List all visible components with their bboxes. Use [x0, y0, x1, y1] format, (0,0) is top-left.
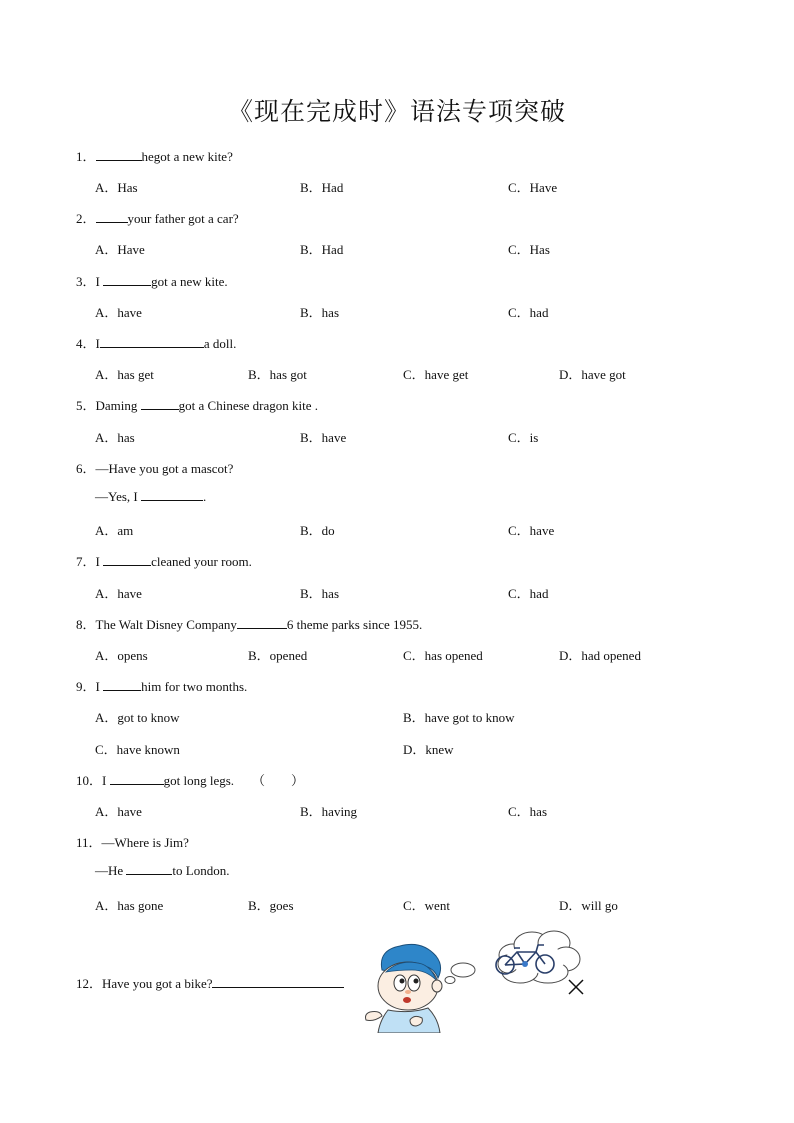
question-6-reply: —Yes, I .: [95, 489, 207, 504]
question-12: 12．Have you got a bike?: [76, 973, 344, 992]
question-8: 8．The Walt Disney Company 6 theme parks since 1955.: [76, 617, 423, 632]
answer-blank[interactable]: [212, 976, 344, 988]
question-5: 5．Daming got a Chinese dragon kite .: [76, 398, 319, 413]
option-a[interactable]: A．opens: [95, 648, 148, 663]
option-b[interactable]: B．have got to know: [403, 710, 515, 725]
question-3: 3．I got a new kite.: [76, 274, 228, 289]
option-b[interactable]: B．has: [300, 586, 340, 601]
question-1: 1． hegot a new kite?: [76, 149, 233, 164]
question-4: 4．I a doll.: [76, 336, 237, 351]
question-7: 7．I cleaned your room.: [76, 554, 252, 569]
option-a[interactable]: A．am: [95, 523, 134, 538]
option-c[interactable]: C．had: [508, 305, 549, 320]
option-d[interactable]: D．had opened: [559, 648, 641, 663]
illustration: [360, 928, 598, 1033]
question-10: 10．I got long legs. （ ）: [76, 770, 304, 789]
option-a[interactable]: A．have: [95, 305, 142, 320]
option-b[interactable]: B．has got: [248, 367, 307, 382]
option-a[interactable]: A．have: [95, 804, 142, 819]
answer-blank[interactable]: [141, 489, 203, 501]
answer-blank[interactable]: [96, 149, 142, 161]
option-a[interactable]: A．got to know: [95, 710, 180, 725]
option-b[interactable]: B．opened: [248, 648, 308, 663]
option-c[interactable]: C．have known: [95, 742, 180, 757]
answer-blank[interactable]: [141, 398, 179, 410]
answer-blank[interactable]: [103, 274, 151, 286]
option-b[interactable]: B．has: [300, 305, 340, 320]
question-2: 2． your father got a car?: [76, 211, 239, 226]
option-b[interactable]: B．have: [300, 430, 347, 445]
answer-blank[interactable]: [126, 863, 172, 875]
option-a[interactable]: A．has: [95, 430, 135, 445]
option-d[interactable]: D．will go: [559, 898, 618, 913]
answer-blank[interactable]: [100, 336, 204, 348]
option-b[interactable]: B．Had: [300, 180, 344, 195]
option-b[interactable]: B．Had: [300, 242, 344, 257]
answer-blank[interactable]: [237, 617, 287, 629]
option-d[interactable]: D．have got: [559, 367, 626, 382]
option-b[interactable]: B．do: [300, 523, 335, 538]
page-title: 《现在完成时》语法专项突破: [227, 97, 566, 126]
option-a[interactable]: A．Has: [95, 180, 138, 195]
option-b[interactable]: B．goes: [248, 898, 294, 913]
option-c[interactable]: C．Have: [508, 180, 558, 195]
option-a[interactable]: A．has get: [95, 367, 154, 382]
answer-blank[interactable]: [96, 211, 128, 223]
option-d[interactable]: D．knew: [403, 742, 454, 757]
question-6: 6．—Have you got a mascot?: [76, 461, 234, 476]
question-11-reply: —He to London.: [95, 863, 230, 878]
option-c[interactable]: C．is: [508, 430, 539, 445]
option-a[interactable]: A．has gone: [95, 898, 164, 913]
option-c[interactable]: C．went: [403, 898, 450, 913]
option-b[interactable]: B．having: [300, 804, 358, 819]
question-9: 9．I him for two months.: [76, 679, 248, 694]
answer-blank[interactable]: [110, 773, 164, 785]
option-c[interactable]: C．have: [508, 523, 555, 538]
answer-blank[interactable]: [103, 679, 141, 691]
option-c[interactable]: C．had: [508, 586, 549, 601]
option-a[interactable]: A．have: [95, 586, 142, 601]
question-11: 11．—Where is Jim?: [76, 835, 189, 850]
answer-parentheses[interactable]: （ ）: [252, 773, 305, 788]
option-c[interactable]: C．Has: [508, 242, 550, 257]
option-c[interactable]: C．have get: [403, 367, 469, 382]
option-a[interactable]: A．Have: [95, 242, 145, 257]
boy-thinking-icon: [360, 928, 598, 1033]
option-c[interactable]: C．has opened: [403, 648, 483, 663]
answer-blank[interactable]: [103, 554, 151, 566]
option-c[interactable]: C．has: [508, 804, 548, 819]
